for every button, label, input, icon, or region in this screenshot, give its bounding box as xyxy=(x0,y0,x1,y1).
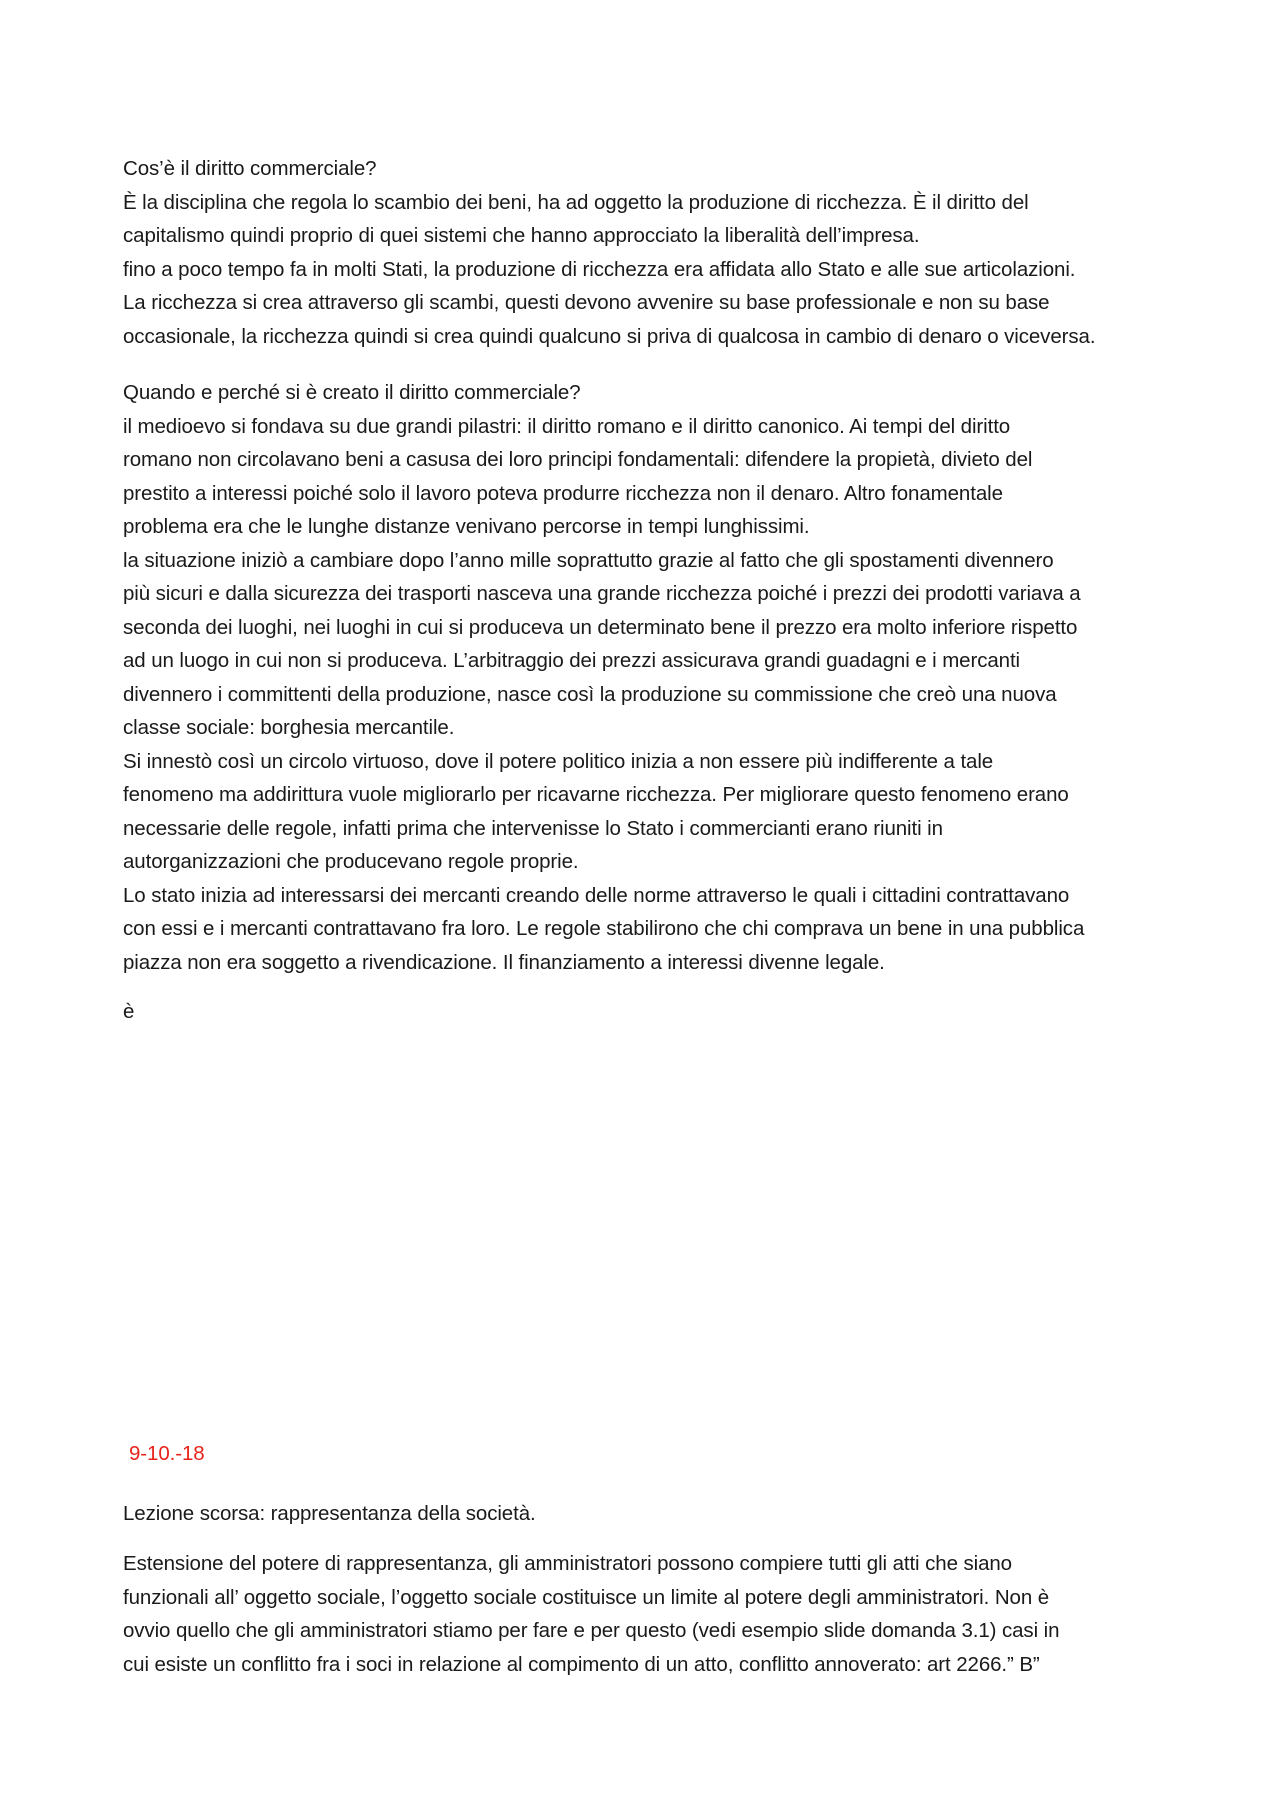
paragraph-line: cui esiste un conflitto fra i soci in relazione al compimento di un atto, conflitto annoverato: art 2266.” B” xyxy=(123,1652,1040,1676)
paragraph-line: Si innestò così un circolo virtuoso, dove il potere politico inizia a non essere più indifferente a tale xyxy=(123,749,994,773)
paragraph-line: romano non circolavano beni a casusa dei loro principi fondamentali: difendere la propietà, divieto del xyxy=(123,448,1033,471)
paragraph-line: piazza non era soggetto a rivendicazione. Il finanziamento a interessi divenne legale. xyxy=(123,950,885,974)
paragraph-line: necessarie delle regole, infatti prima che intervenisse lo Stato i commercianti erano riuniti in xyxy=(123,816,943,840)
paragraph-line: con essi e i mercanti contrattavano fra loro. Le regole stabilirono che chi comprava un bene in una pubblica xyxy=(123,917,1085,940)
date-label: 9-10.-18 xyxy=(129,1442,205,1465)
paragraph-line: occasionale, la ricchezza quindi si crea quindi qualcuno si priva di qualcosa in cambio di denaro o viceversa. xyxy=(123,324,1096,348)
paragraph-line: prestito a interessi poiché solo il lavoro poteva produrre ricchezza non il denaro. Altro fonamentale xyxy=(123,481,1003,505)
paragraph-line: ad un luogo in cui non si produceva. L’arbitraggio dei prezzi assicurava grandi guadagni e i mercanti xyxy=(123,649,1021,672)
paragraph-line: più sicuri e dalla sicurezza dei trasporti nasceva una grande ricchezza poiché i prezzi dei prodotti variava a xyxy=(123,582,1081,605)
section-origini-diritto-commerciale xyxy=(123,376,1183,979)
paragraph-line: Estensione del potere di rappresentanza, gli amministratori possono compiere tutti gli atti che siano xyxy=(123,1552,1012,1575)
paragraph-line: problema era che le lunghe distanze venivano percorse in tempi lunghissimi. xyxy=(123,515,810,538)
section-heading: Cos’è il diritto commerciale? xyxy=(123,157,377,180)
paragraph-line: seconda dei luoghi, nei luoghi in cui si produceva un determinato bene il prezzo era molto inferiore rispetto xyxy=(123,615,1078,639)
section-heading: Quando e perché si è creato il diritto commerciale? xyxy=(123,381,581,404)
paragraph-line: funzionali all’ oggetto sociale, l’oggetto sociale costituisce un limite al potere degli amministratori. Non è xyxy=(123,1585,1050,1609)
paragraph-line: ovvio quello che gli amministratori stiamo per fare e per questo (vedi esempio slide domanda 3.1) casi in xyxy=(123,1619,1060,1642)
lesson-date xyxy=(129,1437,1189,1471)
paragraph-line: fino a poco tempo fa in molti Stati, la produzione di ricchezza era affidata allo Stato e alle sue articolazioni. xyxy=(123,257,1076,281)
paragraph-line: divennero i committenti della produzione, nasce così la produzione su commissione che creò una nuova xyxy=(123,682,1057,706)
paragraph-line: capitalismo quindi proprio di quei sistemi che hanno approcciato la liberalità dell’impresa. xyxy=(123,224,920,247)
section-diritto-commerciale xyxy=(123,152,1183,353)
paragraph-line: classe sociale: borghesia mercantile. xyxy=(123,716,455,739)
previous-lesson-note xyxy=(123,1497,1183,1531)
stray-text: è xyxy=(123,1000,135,1023)
paragraph-line: È la disciplina che regola lo scambio dei beni, ha ad oggetto la produzione di ricchezza. È il diritto del xyxy=(123,190,1029,214)
paragraph-line: la situazione iniziò a cambiare dopo l’anno mille soprattutto grazie al fatto che gli spostamenti divennero xyxy=(123,548,1054,572)
stray-character xyxy=(123,995,1183,1029)
paragraph-line: autorganizzazioni che producevano regole proprie. xyxy=(123,850,579,873)
paragraph-line: fenomeno ma addirittura vuole migliorarlo per ricavarne ricchezza. Per migliorare questo fenomeno erano xyxy=(123,783,1069,806)
paragraph-line: Lo stato inizia ad interessarsi dei mercanti creando delle norme attraverso le quali i cittadini contrattavano xyxy=(123,883,1070,907)
lesson-line: Lezione scorsa: rappresentanza della società. xyxy=(123,1502,536,1525)
paragraph-line: La ricchezza si crea attraverso gli scambi, questi devono avvenire su base professionale e non su base xyxy=(123,291,1050,314)
paragraph-line: il medioevo si fondava su due grandi pilastri: il diritto romano e il diritto canonico. Ai tempi del diritto xyxy=(123,414,1011,438)
section-rappresentanza xyxy=(123,1547,1183,1681)
